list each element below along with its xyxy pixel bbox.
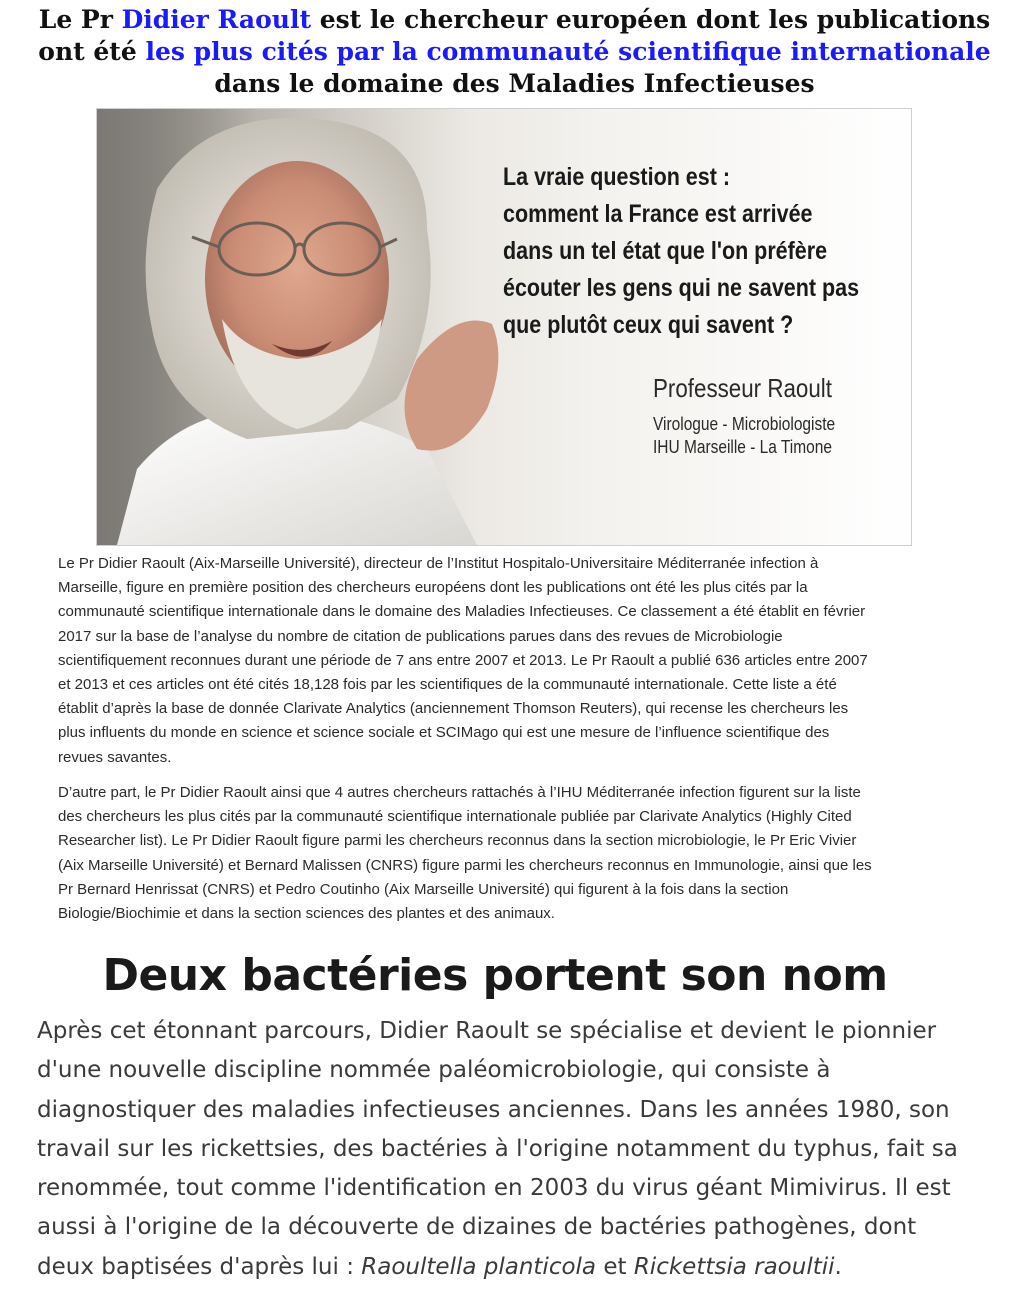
paragraph-line: Researcher list). Le Pr Didier Raoult figure parmi les chercheurs reconnus dans la section microbiologie, le Pr Eric Vivier [58,832,857,850]
signature-details [653,413,835,459]
headline-text: est le chercheur européen dont les publications [311,5,991,34]
paragraph-line: 2017 sur la base de l’analyse du nombre de citation de publications parues dans des revues de Microbiologie [58,627,783,645]
paragraph-line: communauté scientifique internationale dans le domaine des Maladies Infectieuses. Ce classement a été établit en février [58,603,866,621]
bacteria-name: Raoultella planticola [361,1253,597,1280]
paragraph-line: Pr Bernard Henrissat (CNRS) et Pedro Coutinho (Aix Marseille Université) qui figurent à la fois dans la section [58,880,789,898]
section-line: d'une nouvelle discipline nommée paléomicrobiologie, qui consiste à [37,1057,831,1084]
headline [0,4,1029,100]
section-text: . [834,1253,842,1280]
section-last-line [37,1248,997,1287]
headline-highlight-link[interactable]: les plus cités par la communauté scientifique internationale [145,37,991,66]
section-line: travail sur les rickettsies, des bactéries à l'origine notamment du typhus, fait sa [37,1135,958,1162]
paragraph-line: revues savantes. [58,748,172,766]
section-line: Après cet étonnant parcours, Didier Raoult se spécialise et devient le pionnier [37,1018,937,1044]
signature-line: IHU Marseille - La Timone [653,437,832,457]
paragraph-line: plus influents du monde en science et science sociale et SCIMago qui est une mesure de l’influence scientifique des [58,724,830,742]
headline-text: Le Pr [38,5,122,34]
section-line: renommée, tout comme l'identification en 2003 du virus géant Mimivirus. Il est [37,1175,951,1202]
signature-name: Professeur Raoult [653,373,832,403]
headline-line-2 [0,36,1029,68]
paragraph-line: et 2013 et ces articles ont été cités 18,128 fois par les scientifiques de la communauté internationale. Cette liste a été [58,676,837,694]
headline-name-link[interactable]: Didier Raoult [121,5,311,34]
paragraph-line: des chercheurs les plus cités par la communauté scientifique internationale publiée par Clarivate Analytics (Highly Cited [58,808,852,826]
paragraph-line: scientifiquement reconnues durant une période de 7 ans entre 2007 et 2013. Le Pr Raoult a publié 636 articles entre 2007 [58,651,868,669]
headline-line-3: dans le domaine des Maladies Infectieuses [214,69,815,98]
headline-text: ont été [38,37,146,66]
quote-line: comment la France est arrivée [503,200,813,228]
paragraph-line: Biologie/Biochimie et dans la section sciences des plantes et des animaux. [58,905,555,923]
bacteria-name: Rickettsia raoultii [633,1253,835,1280]
section-text: deux baptisées d'après lui : [37,1253,362,1280]
paragraph-line: Marseille, figure en première position des chercheurs européens dont les publications ont été les plus cités par la [58,579,808,597]
paragraph-line: D’autre part, le Pr Didier Raoult ainsi que 4 autres chercheurs rattachés à l’IHU Méditerranée infection figurent sur la liste [58,784,861,801]
quote-text [503,159,860,344]
section-text: et [596,1253,634,1280]
headline-line-1 [0,4,1029,36]
quote-photo [96,108,912,546]
paragraph-line: (Aix Marseille Université) et Bernard Malissen (CNRS) figure parmi les chercheurs reconnus en Immunologie, ainsi que les [58,856,872,874]
paragraph-line: établit d’après la base de donnée Clarivate Analytics (anciennement Thomson Reuters), qui recense les chercheurs les [58,700,849,718]
section-body [37,1012,997,1287]
quote-line: dans un tel état que l'on préfère [503,237,828,265]
quote-line: que plutôt ceux qui savent ? [503,311,794,339]
paragraph-line: Le Pr Didier Raoult (Aix-Marseille Université), directeur de l’Institut Hospitalo-Universitaire Méditerranée infection à [58,555,819,572]
section-heading: Deux bactéries portent son nom [102,950,888,1001]
article-paragraph-1 [58,552,978,770]
section-line: aussi à l'origine de la découverte de dizaines de bactéries pathogènes, dont [37,1214,917,1241]
section-line: diagnostiquer des maladies infectieuses anciennes. Dans les années 1980, son [37,1096,950,1123]
article-paragraph-2 [58,781,978,926]
quote-line: La vraie question est : [503,163,731,191]
signature-line: Virologue - Microbiologiste [653,414,836,434]
quote-line: écouter les gens qui ne savent pas [503,274,860,302]
